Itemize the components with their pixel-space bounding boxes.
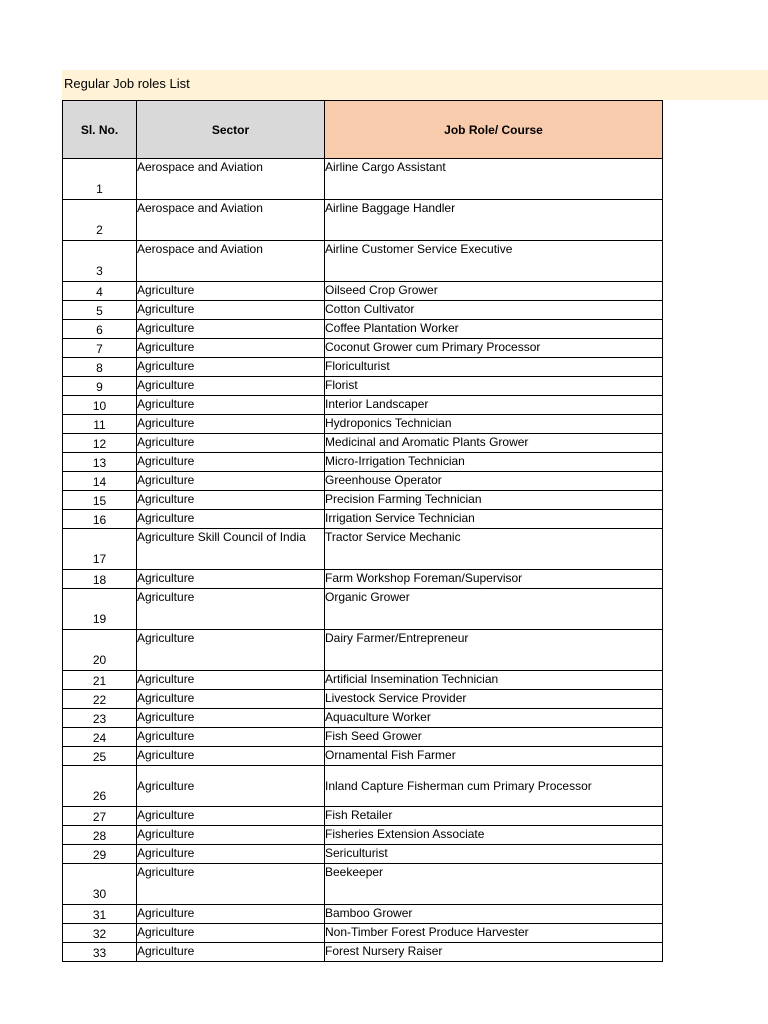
- cell-sl-no[interactable]: 2: [63, 200, 137, 241]
- cell-sl-no[interactable]: 10: [63, 396, 137, 415]
- cell-sector[interactable]: Agriculture: [137, 570, 325, 589]
- cell-sector[interactable]: Agriculture: [137, 845, 325, 864]
- table-row: [63, 510, 663, 529]
- cell-sl-no[interactable]: 8: [63, 358, 137, 377]
- cell-job-role[interactable]: Inland Capture Fisherman cum Primary Processor: [325, 766, 663, 807]
- table-row: [63, 589, 663, 630]
- table-row: [63, 864, 663, 905]
- cell-sector[interactable]: Aerospace and Aviation: [137, 200, 325, 241]
- cell-job-role[interactable]: Florist: [325, 377, 663, 396]
- cell-sector[interactable]: Agriculture: [137, 358, 325, 377]
- cell-job-role[interactable]: Fish Seed Grower: [325, 728, 663, 747]
- cell-sector[interactable]: Agriculture: [137, 415, 325, 434]
- cell-sector[interactable]: Agriculture: [137, 630, 325, 671]
- cell-sl-no[interactable]: 29: [63, 845, 137, 864]
- cell-sector[interactable]: Agriculture: [137, 709, 325, 728]
- cell-job-role[interactable]: Airline Customer Service Executive: [325, 241, 663, 282]
- cell-sector[interactable]: Aerospace and Aviation: [137, 159, 325, 200]
- cell-sector[interactable]: Agriculture: [137, 339, 325, 358]
- table-row: [63, 671, 663, 690]
- cell-sector[interactable]: Agriculture: [137, 924, 325, 943]
- table-row: [63, 282, 663, 301]
- table-row: [63, 159, 663, 200]
- cell-sector[interactable]: Agriculture: [137, 728, 325, 747]
- table-row: [63, 301, 663, 320]
- table-row: [63, 728, 663, 747]
- header-job-role[interactable]: Job Role/ Course: [325, 101, 663, 159]
- cell-sector[interactable]: Agriculture: [137, 807, 325, 826]
- table-row: [63, 320, 663, 339]
- table-row: [63, 747, 663, 766]
- cell-sl-no[interactable]: 18: [63, 570, 137, 589]
- cell-job-role[interactable]: Cotton Cultivator: [325, 301, 663, 320]
- cell-job-role[interactable]: Beekeeper: [325, 864, 663, 905]
- cell-sl-no[interactable]: 16: [63, 510, 137, 529]
- table-row: [63, 377, 663, 396]
- table-body: [63, 159, 663, 962]
- cell-sl-no[interactable]: 6: [63, 320, 137, 339]
- cell-sl-no[interactable]: 25: [63, 747, 137, 766]
- table-row: [63, 826, 663, 845]
- cell-sl-no[interactable]: 22: [63, 690, 137, 709]
- cell-sl-no[interactable]: 33: [63, 943, 137, 962]
- cell-sl-no[interactable]: 26: [63, 766, 137, 807]
- cell-sl-no[interactable]: 15: [63, 491, 137, 510]
- cell-sl-no[interactable]: 5: [63, 301, 137, 320]
- cell-job-role[interactable]: Medicinal and Aromatic Plants Grower: [325, 434, 663, 453]
- cell-sl-no[interactable]: 1: [63, 159, 137, 200]
- cell-sector[interactable]: Agriculture: [137, 282, 325, 301]
- cell-sector[interactable]: Agriculture: [137, 434, 325, 453]
- cell-job-role[interactable]: Dairy Farmer/Entrepreneur: [325, 630, 663, 671]
- cell-sector[interactable]: Agriculture Skill Council of India: [137, 529, 325, 570]
- table-row: [63, 200, 663, 241]
- cell-sector[interactable]: Agriculture: [137, 690, 325, 709]
- cell-sl-no[interactable]: 23: [63, 709, 137, 728]
- table-row: [63, 807, 663, 826]
- cell-sector[interactable]: Agriculture: [137, 589, 325, 630]
- cell-sector[interactable]: Agriculture: [137, 766, 325, 807]
- table-row: [63, 396, 663, 415]
- cell-job-role[interactable]: Interior Landscaper: [325, 396, 663, 415]
- cell-sector[interactable]: Agriculture: [137, 905, 325, 924]
- cell-job-role[interactable]: Fisheries Extension Associate: [325, 826, 663, 845]
- table-row: [63, 924, 663, 943]
- table-row: [63, 453, 663, 472]
- cell-job-role[interactable]: Artificial Insemination Technician: [325, 671, 663, 690]
- cell-sl-no[interactable]: 12: [63, 434, 137, 453]
- title-bar: [62, 70, 768, 100]
- cell-sector[interactable]: Agriculture: [137, 826, 325, 845]
- cell-sector[interactable]: Agriculture: [137, 747, 325, 766]
- cell-job-role[interactable]: Airline Cargo Assistant: [325, 159, 663, 200]
- cell-sl-no[interactable]: 17: [63, 529, 137, 570]
- cell-job-role[interactable]: Micro-Irrigation Technician: [325, 453, 663, 472]
- cell-sl-no[interactable]: 13: [63, 453, 137, 472]
- cell-job-role[interactable]: Precision Farming Technician: [325, 491, 663, 510]
- cell-job-role[interactable]: Ornamental Fish Farmer: [325, 747, 663, 766]
- cell-sl-no[interactable]: 24: [63, 728, 137, 747]
- cell-sector[interactable]: Agriculture: [137, 510, 325, 529]
- cell-job-role[interactable]: Airline Baggage Handler: [325, 200, 663, 241]
- cell-sl-no[interactable]: 7: [63, 339, 137, 358]
- cell-sector[interactable]: Agriculture: [137, 377, 325, 396]
- cell-job-role[interactable]: Coconut Grower cum Primary Processor: [325, 339, 663, 358]
- cell-job-role[interactable]: Organic Grower: [325, 589, 663, 630]
- cell-job-role[interactable]: Greenhouse Operator: [325, 472, 663, 491]
- cell-sl-no[interactable]: 3: [63, 241, 137, 282]
- cell-sector[interactable]: Agriculture: [137, 320, 325, 339]
- table-row: [63, 472, 663, 491]
- cell-sl-no[interactable]: 19: [63, 589, 137, 630]
- cell-sl-no[interactable]: 21: [63, 671, 137, 690]
- table-row: [63, 339, 663, 358]
- job-roles-table: [62, 100, 663, 962]
- cell-job-role[interactable]: Oilseed Crop Grower: [325, 282, 663, 301]
- cell-sl-no[interactable]: 30: [63, 864, 137, 905]
- table-row: [63, 630, 663, 671]
- cell-job-role[interactable]: Livestock Service Provider: [325, 690, 663, 709]
- table-row: [63, 905, 663, 924]
- table-row: [63, 709, 663, 728]
- cell-sl-no[interactable]: 14: [63, 472, 137, 491]
- cell-job-role[interactable]: Coffee Plantation Worker: [325, 320, 663, 339]
- sheet-title: Regular Job roles List: [64, 76, 190, 91]
- table-row: [63, 570, 663, 589]
- cell-job-role[interactable]: Tractor Service Mechanic: [325, 529, 663, 570]
- table-row: [63, 845, 663, 864]
- cell-sector[interactable]: Aerospace and Aviation: [137, 241, 325, 282]
- header-sector[interactable]: Sector: [137, 101, 325, 159]
- cell-sector[interactable]: Agriculture: [137, 671, 325, 690]
- table-row: [63, 766, 663, 807]
- table-row: [63, 943, 663, 962]
- cell-sl-no[interactable]: 11: [63, 415, 137, 434]
- header-row: [63, 101, 663, 159]
- cell-sl-no[interactable]: 32: [63, 924, 137, 943]
- cell-job-role[interactable]: Floriculturist: [325, 358, 663, 377]
- cell-sector[interactable]: Agriculture: [137, 943, 325, 962]
- table-row: [63, 529, 663, 570]
- cell-sl-no[interactable]: 4: [63, 282, 137, 301]
- cell-sector[interactable]: Agriculture: [137, 864, 325, 905]
- cell-job-role[interactable]: Bamboo Grower: [325, 905, 663, 924]
- cell-sector[interactable]: Agriculture: [137, 453, 325, 472]
- table-row: [63, 434, 663, 453]
- table-row: [63, 241, 663, 282]
- cell-sl-no[interactable]: 27: [63, 807, 137, 826]
- cell-sl-no[interactable]: 31: [63, 905, 137, 924]
- cell-sector[interactable]: Agriculture: [137, 472, 325, 491]
- cell-sl-no[interactable]: 9: [63, 377, 137, 396]
- cell-job-role[interactable]: Non-Timber Forest Produce Harvester: [325, 924, 663, 943]
- table-row: [63, 491, 663, 510]
- cell-job-role[interactable]: Forest Nursery Raiser: [325, 943, 663, 962]
- cell-job-role[interactable]: Aquaculture Worker: [325, 709, 663, 728]
- cell-job-role[interactable]: Hydroponics Technician: [325, 415, 663, 434]
- cell-job-role[interactable]: Irrigation Service Technician: [325, 510, 663, 529]
- table-row: [63, 690, 663, 709]
- table-row: [63, 358, 663, 377]
- cell-job-role[interactable]: Farm Workshop Foreman/Supervisor: [325, 570, 663, 589]
- cell-sector[interactable]: Agriculture: [137, 396, 325, 415]
- cell-job-role[interactable]: Sericulturist: [325, 845, 663, 864]
- table-row: [63, 415, 663, 434]
- cell-sl-no[interactable]: 20: [63, 630, 137, 671]
- cell-sector[interactable]: Agriculture: [137, 491, 325, 510]
- cell-job-role[interactable]: Fish Retailer: [325, 807, 663, 826]
- cell-sl-no[interactable]: 28: [63, 826, 137, 845]
- header-sl-no[interactable]: Sl. No.: [63, 101, 137, 159]
- cell-sector[interactable]: Agriculture: [137, 301, 325, 320]
